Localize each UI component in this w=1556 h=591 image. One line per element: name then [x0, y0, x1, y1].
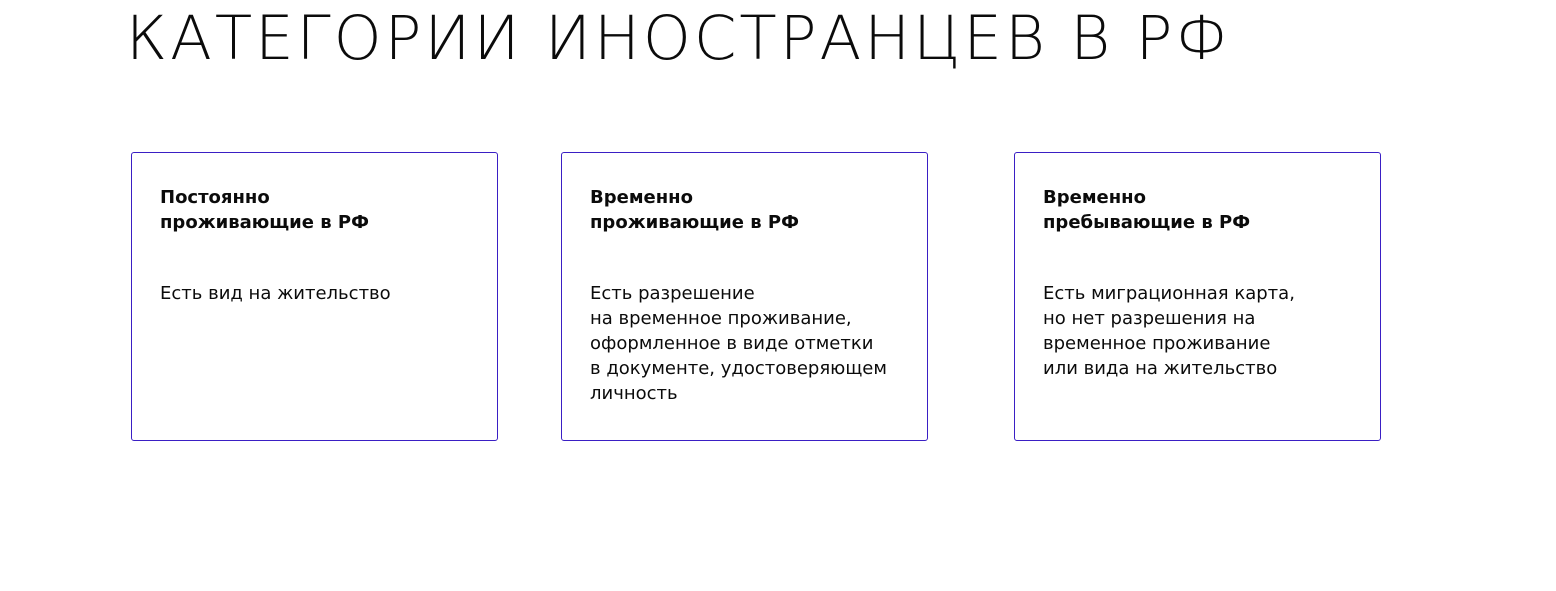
card-description: Есть разрешение на временное проживание, оформленное в виде отметки в документе, удостоверяющем личность [590, 283, 887, 404]
card-heading: Временно проживающие в РФ [590, 187, 799, 233]
page-title: КАТЕГОРИИ ИНОСТРАНЦЕВ В РФ [126, 3, 1231, 74]
card-heading: Временно пребывающие в РФ [1043, 187, 1251, 233]
card-description: Есть вид на жительство [160, 283, 391, 304]
card-heading: Постоянно проживающие в РФ [160, 187, 369, 233]
category-card-temporary-stay [1014, 152, 1381, 441]
category-card-permanent-residents [131, 152, 498, 441]
card-description: Есть миграционная карта, но нет разрешения на временное проживание или вида на жительство [1043, 283, 1295, 379]
category-card-temporary-residents [561, 152, 928, 441]
